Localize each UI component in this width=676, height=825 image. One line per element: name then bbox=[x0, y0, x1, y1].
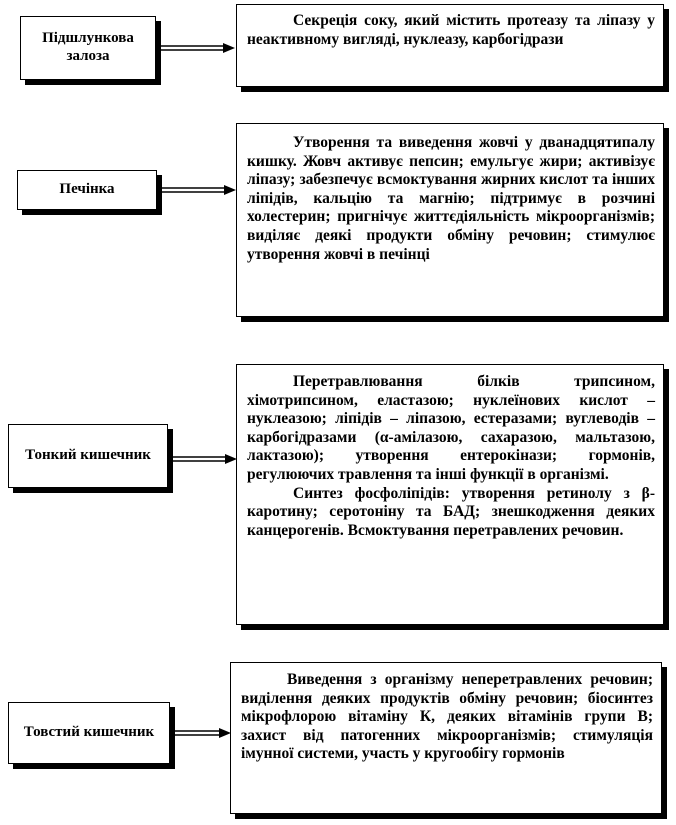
function-box-small-intestine bbox=[236, 364, 664, 625]
organ-box-large-intestine bbox=[8, 702, 170, 764]
function-text-large-intestine-1: Виведення з організму неперетравлених речовин; виділення деяких продуктів обміну речовин; біосинтез мікрофлорою вітаміну К, деяких вітамінів групи В; захист від патогенних мікроорганізмів; стимуляція імунної системи, участь у кругообігу гормонів bbox=[241, 671, 653, 763]
organ-label-pancreas: Підшлункова залоза bbox=[42, 30, 134, 64]
function-box-large-intestine bbox=[230, 662, 662, 814]
organ-label-small-intestine: Тонкий кишечник bbox=[25, 447, 151, 464]
organ-box-liver bbox=[17, 170, 157, 210]
connector-arrow-small-intestine bbox=[173, 454, 237, 464]
connector-arrow-liver bbox=[162, 185, 236, 195]
organ-label-liver: Печінка bbox=[59, 181, 115, 198]
organ-box-small-intestine bbox=[8, 424, 168, 488]
function-text-small-intestine-1: Перетравлювання білків трипсином, хімотрипсином, еластазою; нуклеїнових кислот – нуклеазою; ліпідів – ліпазою, естеразами; вуглеводів – карбогідразами (α-амілазою, сахаразою, мальтазою, лактазою); утворення ентерокінази; гормонів, регулюючих травлення та інші функції в організмі. bbox=[247, 373, 655, 483]
function-text-small-intestine-2: Синтез фосфоліпідів: утворення ретинолу з β-каротину; серотоніну та БАД; знешкодження деяких канцерогенів. Всмоктування перетравлених речовин. bbox=[247, 484, 655, 539]
function-text-pancreas-1: Секреція соку, який містить протеазу та ліпазу у неактивному вигляді, нуклеазу, карбогідрази bbox=[247, 12, 655, 48]
organ-box-pancreas bbox=[20, 16, 156, 80]
connector-arrow-pancreas bbox=[161, 43, 235, 53]
function-text-liver-1: Утворення та виведення жовчі у дванадцятипалу кишку. Жовч активує пепсин; емульгує жири; активізує ліпазу; забезпечує всмоктування жирних кислот та інших ліпідів, кальцію та магнію; підтримує в розчині холестерин; пригнічує життєдіяльність мікроорганізмів; виділяє деякі продукти обміну речовин; стимулює утворення жовчі в печінці bbox=[247, 134, 655, 263]
function-box-liver bbox=[236, 123, 664, 317]
organ-label-large-intestine: Товстий кишечник bbox=[23, 724, 155, 741]
connector-arrow-large-intestine bbox=[175, 728, 231, 738]
function-box-pancreas bbox=[236, 4, 664, 87]
